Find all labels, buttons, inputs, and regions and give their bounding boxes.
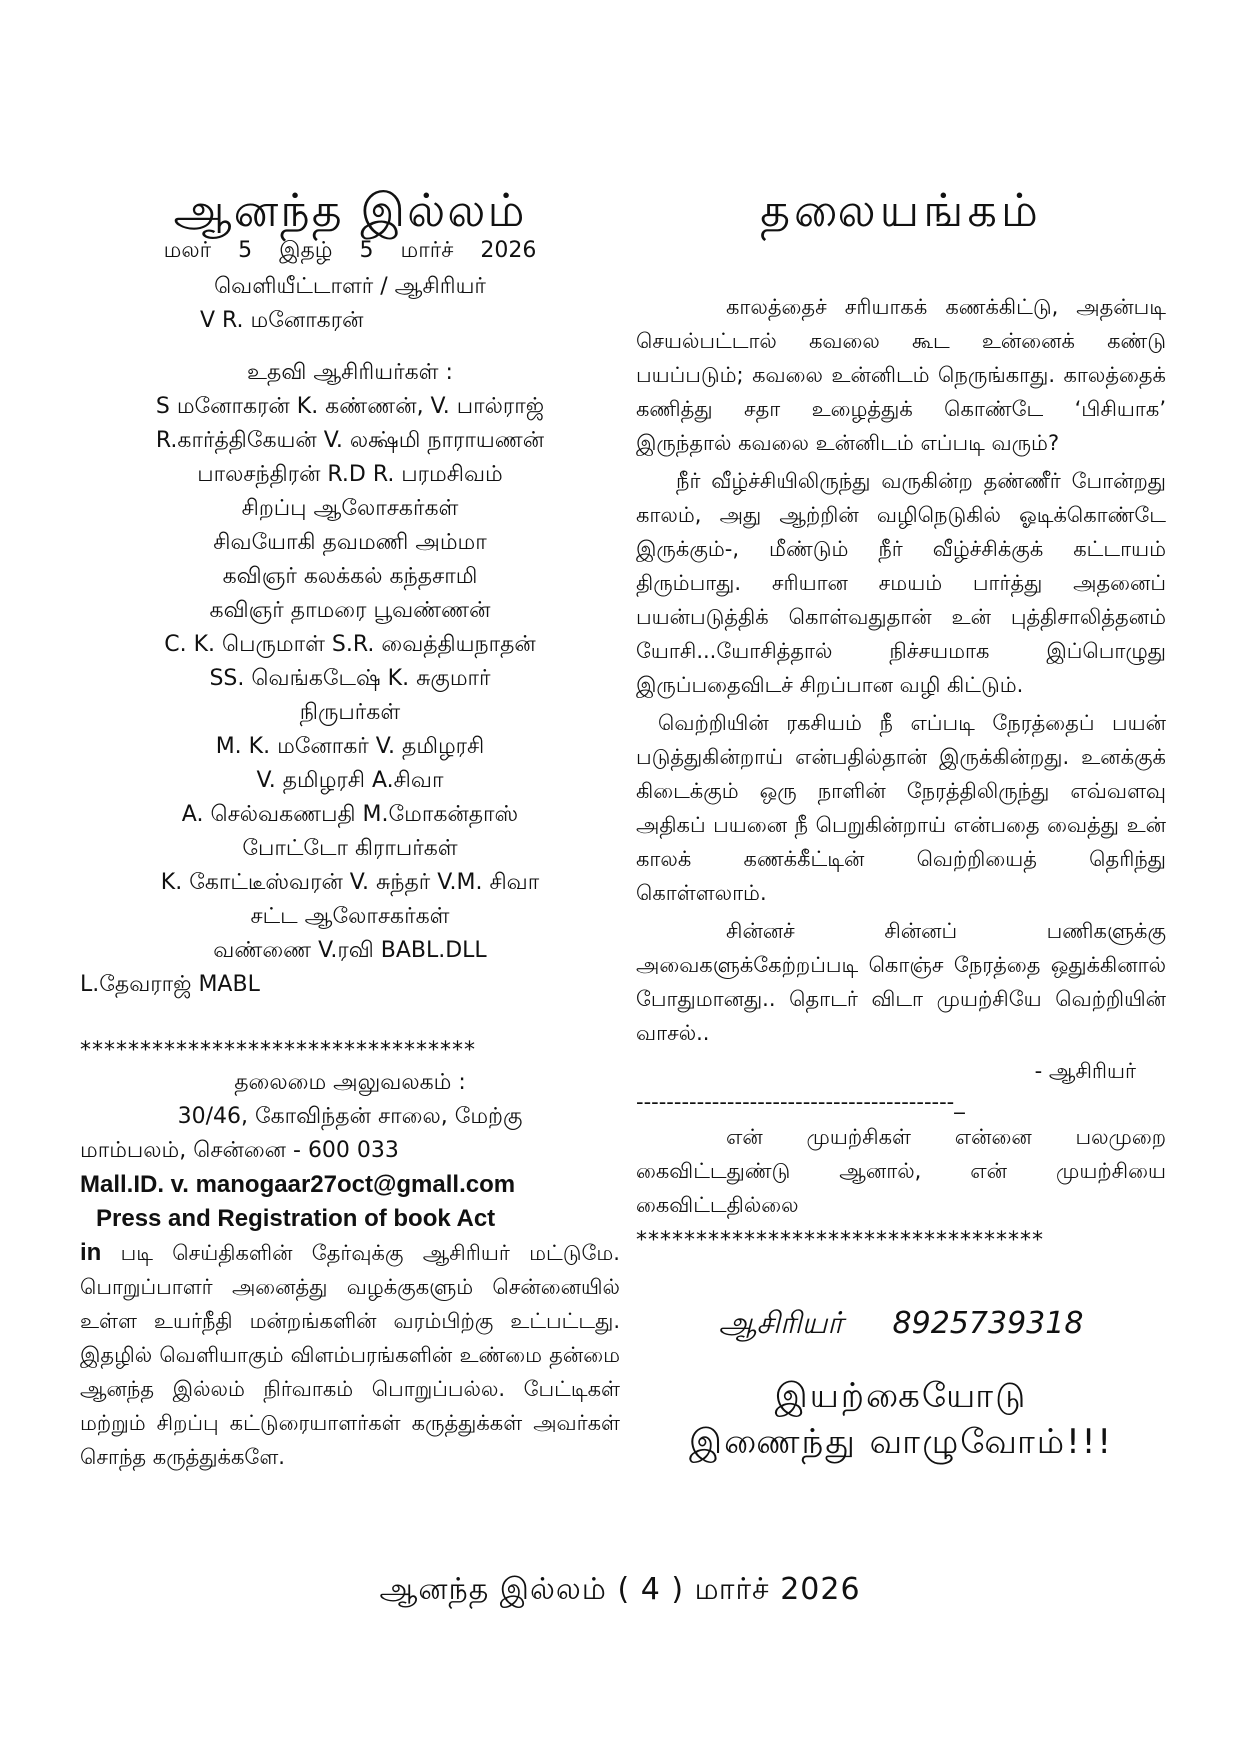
editor-contact xyxy=(636,1306,1166,1345)
editorial-paragraph: சின்னச் சின்னப் பணிகளுக்கு அவைகளுக்கேற்றப்படி கொஞ்ச நேரத்தை ஒதுக்கினால் போதுமானது.. தொடர் விடா முயற்சியே வெற்றியின் வாசல்.. xyxy=(636,919,1166,1045)
advisor-line: சிவயோகி தவமணி அம்மா xyxy=(213,530,487,555)
editorial-signature: - ஆசிரியர் xyxy=(1034,1059,1136,1083)
act-title: Press and Registration of book Act xyxy=(96,1205,496,1232)
editorial-paragraph: வெற்றியின் ரகசியம் நீ எப்படி நேரத்தைப் பயன் படுத்துகின்றாய் என்பதில்தான் இருக்கின்றது. உனக்குக் கிடைக்கும் ஒரு நாளின் நேரத்திலிருந்து எவ்வளவு அதிகப் பயனை நீ பெறுகின்றாய் என்பதை வைத்து உன் காலக் கணக்கீட்டின் வெற்றியைத் தெரிந்து கொள்ளலாம். xyxy=(636,711,1166,905)
assistant-editors-label: உதவி ஆசிரியர்கள் : xyxy=(247,360,453,385)
legal-label: சட்ட ஆலோசகர்கள் xyxy=(250,904,450,929)
editorial-title: தலையங்கம் xyxy=(760,183,1042,237)
reporters-label: நிருபர்கள் xyxy=(299,700,401,725)
divider-stars: ********************************** xyxy=(636,1228,1044,1253)
divider-dashes: ------------------------------------------_ xyxy=(636,1090,965,1114)
legal-line: வண்ணை V.ரவி BABL.DLL xyxy=(213,938,487,963)
divider-stars: ********************************* xyxy=(80,1038,476,1063)
disclaimer-body: படி செய்திகளின் தேர்வுக்கு ஆசிரியர் மட்டுமே. பொறுப்பாளர் அனைத்து வழக்குகளும் சென்னையில் உள்ள உயர்நீதி மன்றங்களின் வரம்பிற்கு உட்பட்டது. இதழில் வெளியாகும் விளம்பரங்களின் உண்மை தன்மை ஆனந்த இல்லம் நிர்வாகம் பொறுப்பல்ல. பேட்டிகள் மற்றும் சிறப்பு கட்டுரையாளர்கள் கருத்துக்கள் அவர்கள் சொந்த கருத்துக்களே. xyxy=(80,1241,620,1469)
issue-line: மலர் 5 இதழ் 5 மார்ச் 2026 xyxy=(163,238,537,263)
contact-label: ஆசிரியர் xyxy=(718,1306,843,1341)
address-line: மாம்பலம், சென்னை - 600 033 xyxy=(80,1138,399,1163)
editorial-column xyxy=(636,180,1166,1465)
slogan-line: இணைந்து வாழுவோம்!!! xyxy=(689,1422,1113,1462)
act-in: in xyxy=(80,1239,102,1266)
advisor-line: கவிஞர் கலக்கல் கந்தசாமி xyxy=(222,564,478,589)
office-label: தலைமை அலுவலகம் : xyxy=(234,1070,466,1095)
magazine-title: ஆனந்த இல்லம் xyxy=(173,183,527,237)
advisor-line: கவிஞர் தாமரை பூவண்ணன் xyxy=(209,598,491,623)
editorial-paragraph: காலத்தைச் சரியாகக் கணக்கிட்டு, அதன்படி செயல்பட்டால் கவலை கூட உன்னைக் கண்டு பயப்படும்; கவலை உன்னிடம் நெருங்காது. காலத்தைக் கணித்து சதா உழைத்துக் கொண்டே ‘பிசியாக’ இருந்தால் கவலை உன்னிடம் எப்படி வரும்? xyxy=(636,295,1166,455)
reporter-line: A. செல்வகணபதி M.மோகன்தாஸ் xyxy=(181,802,519,827)
assistant-editor-line: பாலசந்திரன் R.D R. பரமசிவம் xyxy=(197,462,503,487)
advisor-line: C. K. பெருமாள் S.R. வைத்தியநாதன் xyxy=(164,632,536,657)
publisher-name: V R. மனோகரன் xyxy=(200,308,364,333)
reporter-line: V. தமிழரசி A.சிவா xyxy=(256,768,444,793)
advisors-label: சிறப்பு ஆலோசகர்கள் xyxy=(241,496,459,521)
credits-column xyxy=(80,180,620,1474)
assistant-editor-line: S மனோகரன் K. கண்ணன், V. பால்ராஜ் xyxy=(155,394,545,419)
photographers-label: போட்டோ கிராபர்கள் xyxy=(242,836,458,861)
email-address: Mall.ID. v. manogaar27oct@gmall.com xyxy=(80,1171,516,1198)
assistant-editor-line: R.கார்த்திகேயன் V. லக்ஷ்மி நாராயணன் xyxy=(155,428,545,453)
page-footer: ஆனந்த இல்லம் ( 4 ) மார்ச் 2026 xyxy=(379,1572,861,1607)
slogan-line: இயற்கையோடு xyxy=(774,1376,1028,1416)
editorial-paragraph: நீர் வீழ்ச்சியிலிருந்து வருகின்ற தண்ணீர் போன்றது காலம், அது ஆற்றின் வழிநெடுகில் ஓடிக்கொண்டே இருக்கும்-, மீண்டும் நீர் வீழ்ச்சிக்குக் கட்டாயம் திரும்பாது. சரியான சமயம் பார்த்து அதனைப் பயன்படுத்திக் கொள்வதுதான் உன் புத்திசாலித்தனம் யோசி...யோசித்தால் நிச்சயமாக இப்பொழுது இருப்பதைவிடச் சிறப்பான வழி கிட்டும். xyxy=(636,469,1166,697)
address-line: 30/46, கோவிந்தன் சாலை, மேற்கு xyxy=(177,1104,523,1129)
quote-text: என் முயற்சிகள் என்னை பலமுறை கைவிட்டதுண்டு ஆனால், என் முயற்சியை கைவிட்டதில்லை xyxy=(636,1125,1166,1217)
reporter-line: M. K. மனோகர் V. தமிழரசி xyxy=(215,734,485,759)
contact-phone: 8925739318 xyxy=(892,1306,1084,1341)
photographers-line: K. கோட்டீஸ்வரன் V. சுந்தர் V.M. சிவா xyxy=(160,870,540,895)
legal-line: L.தேவராஜ் MABL xyxy=(80,972,260,997)
advisor-line: SS. வெங்கடேஷ் K. சுகுமார் xyxy=(209,666,491,691)
disclaimer-text xyxy=(80,1236,620,1474)
publisher-label: வெளியீட்டாளர் / ஆசிரியர் xyxy=(214,274,486,299)
